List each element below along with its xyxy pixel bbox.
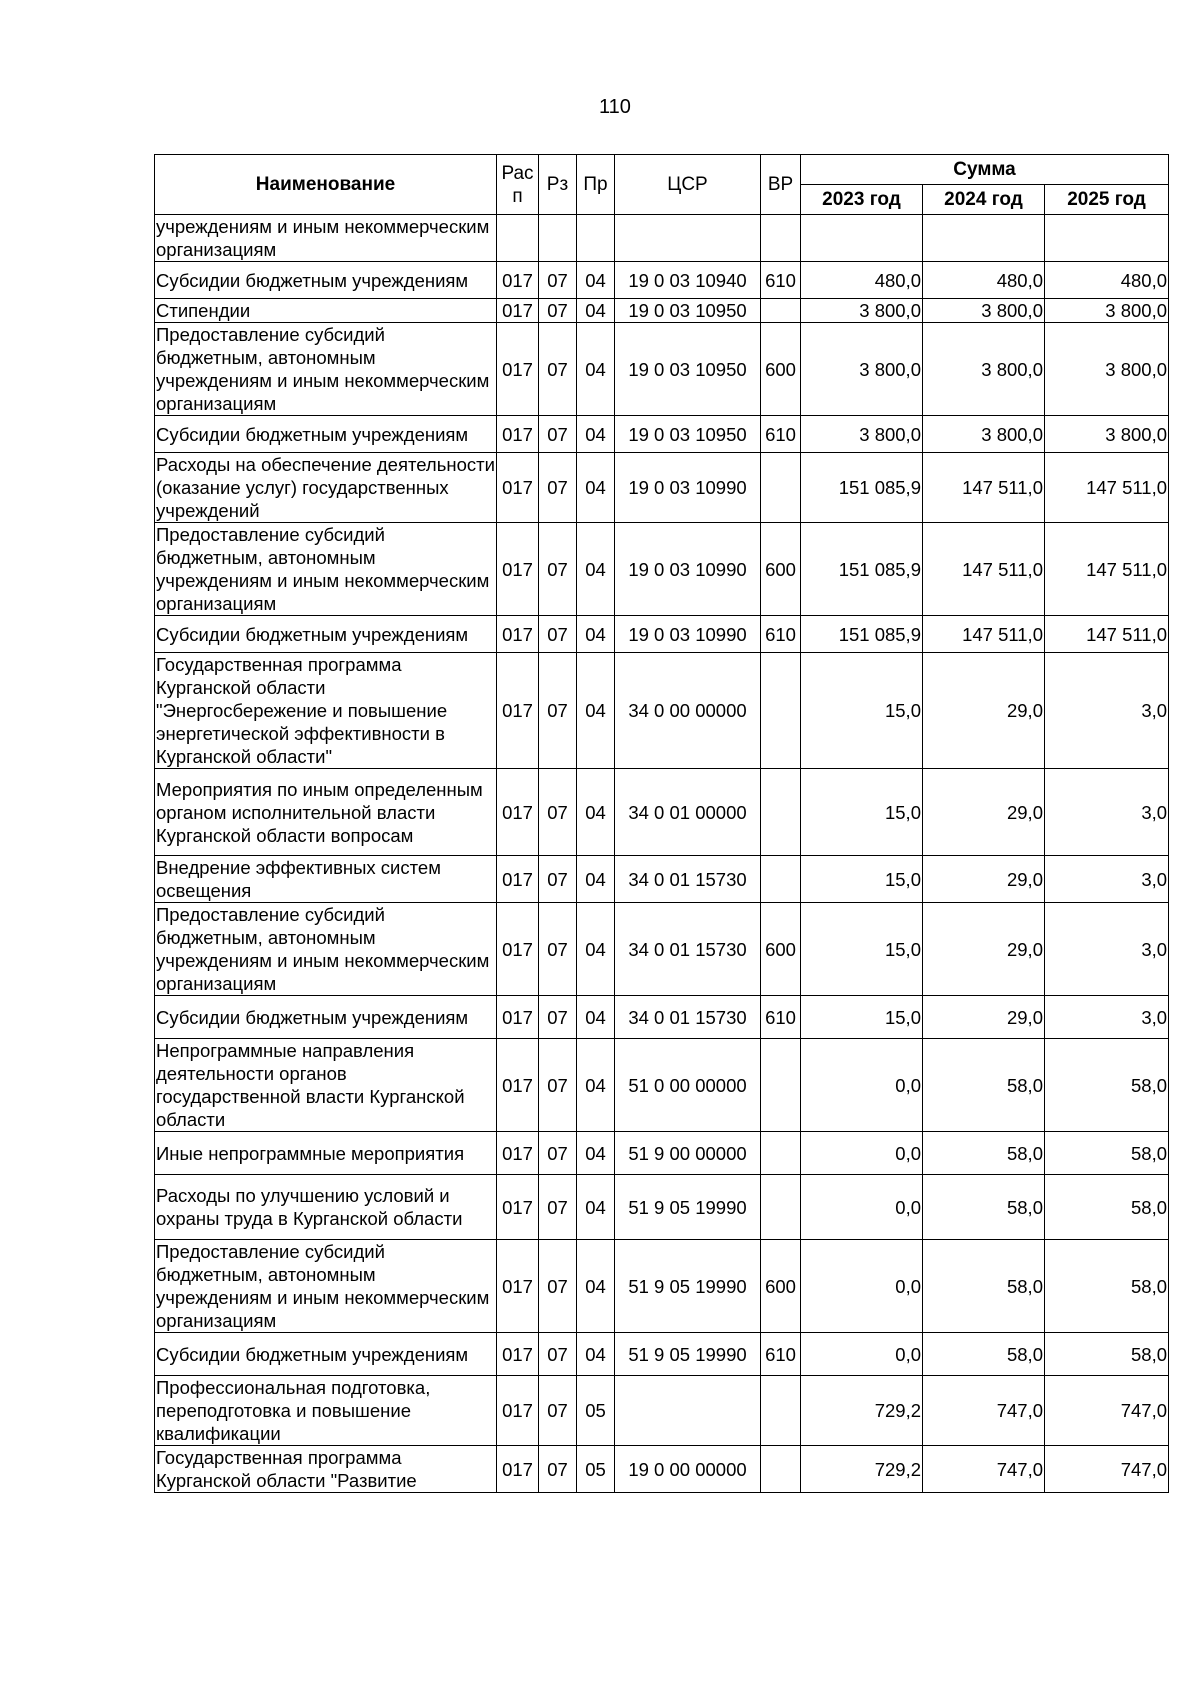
cell-vr: [761, 453, 801, 523]
cell-rasp: 017: [497, 299, 539, 323]
table-row: [155, 1175, 1169, 1240]
table-body: [155, 215, 1169, 1493]
cell-name: Расходы на обеспечение деятельности (оказание услуг) государственных учреждений: [156, 454, 495, 521]
cell-y2025: 480,0: [1045, 262, 1169, 299]
cell-rasp: [497, 215, 539, 262]
cell-y2025: 58,0: [1045, 1132, 1169, 1175]
cell-y2024: 747,0: [923, 1446, 1045, 1493]
cell-y2025: 147 511,0: [1045, 523, 1169, 616]
budget-table: [154, 154, 1169, 1493]
cell-vr: 610: [761, 1333, 801, 1376]
cell-pr: 04: [577, 523, 615, 616]
cell-rz: 07: [539, 416, 577, 453]
cell-rz: 07: [539, 903, 577, 996]
cell-pr: 04: [577, 1132, 615, 1175]
cell-name: Субсидии бюджетным учреждениям: [155, 416, 497, 453]
cell-y2023: [801, 215, 923, 262]
cell-pr: 05: [577, 1446, 615, 1493]
table-row: [155, 856, 1169, 903]
cell-name: Мероприятия по иным определенным органом исполнительной власти Курганской области вопросам: [155, 769, 497, 856]
cell-rz: 07: [539, 262, 577, 299]
cell-name: Субсидии бюджетным учреждениям: [155, 996, 497, 1039]
table-row: [155, 1039, 1169, 1132]
cell-rz: 07: [539, 523, 577, 616]
table-row: [155, 1132, 1169, 1175]
cell-y2024: 147 511,0: [923, 453, 1045, 523]
cell-rasp: 017: [497, 616, 539, 653]
cell-pr: 04: [577, 1175, 615, 1240]
cell-vr: [761, 856, 801, 903]
cell-pr: 04: [577, 323, 615, 416]
cell-pr: 04: [577, 299, 615, 323]
cell-y2023: 0,0: [801, 1039, 923, 1132]
cell-name: Субсидии бюджетным учреждениям: [155, 262, 497, 299]
cell-csr: 34 0 01 15730: [615, 996, 761, 1039]
cell-y2023: 151 085,9: [801, 616, 923, 653]
cell-y2023: 0,0: [801, 1175, 923, 1240]
cell-csr: 19 0 03 10950: [615, 416, 761, 453]
table-row: [155, 262, 1169, 299]
cell-name: Стипендии: [155, 299, 497, 323]
page-number: 110: [599, 96, 631, 118]
cell-y2025: 147 511,0: [1045, 616, 1169, 653]
cell-y2023: 151 085,9: [801, 453, 923, 523]
cell-vr: [761, 1175, 801, 1240]
cell-y2024: 58,0: [923, 1132, 1045, 1175]
cell-y2023: 0,0: [801, 1333, 923, 1376]
cell-vr: [761, 1446, 801, 1493]
cell-y2025: 3,0: [1045, 769, 1169, 856]
cell-csr: 51 9 00 00000: [615, 1132, 761, 1175]
cell-csr: 19 0 03 10940: [615, 262, 761, 299]
cell-y2024: 58,0: [923, 1333, 1045, 1376]
header-rz: Рз: [539, 155, 577, 215]
cell-csr: 19 0 03 10990: [615, 616, 761, 653]
cell-rz: 07: [539, 299, 577, 323]
cell-name: Субсидии бюджетным учреждениям: [155, 616, 497, 653]
table-row: [155, 769, 1169, 856]
cell-y2025: 3,0: [1045, 903, 1169, 996]
cell-rasp: 017: [497, 453, 539, 523]
cell-vr: [761, 653, 801, 769]
cell-csr: [615, 1376, 761, 1446]
cell-pr: 04: [577, 1039, 615, 1132]
cell-y2025: 147 511,0: [1045, 453, 1169, 523]
cell-pr: [577, 215, 615, 262]
cell-rz: 07: [539, 1240, 577, 1333]
cell-rz: 07: [539, 653, 577, 769]
cell-pr: 04: [577, 1333, 615, 1376]
header-sum: Сумма: [801, 155, 1169, 185]
cell-csr: 19 0 03 10990: [615, 453, 761, 523]
table-header: [155, 155, 1169, 215]
cell-y2023: 15,0: [801, 769, 923, 856]
cell-rz: 07: [539, 1376, 577, 1446]
header-pr: Пр: [577, 155, 615, 215]
cell-vr: [761, 1039, 801, 1132]
cell-csr: 19 0 03 10950: [615, 323, 761, 416]
cell-rasp: 017: [497, 323, 539, 416]
cell-name: Предоставление субсидий бюджетным, автономным учреждениям и иным некоммерческим организациям: [155, 523, 497, 616]
cell-rz: 07: [539, 616, 577, 653]
cell-rasp: 017: [497, 1175, 539, 1240]
table-row: [155, 1446, 1169, 1493]
cell-rasp: 017: [497, 1039, 539, 1132]
cell-y2023: 15,0: [801, 903, 923, 996]
cell-y2024: 29,0: [923, 903, 1045, 996]
cell-rasp: 017: [497, 1446, 539, 1493]
cell-rz: 07: [539, 769, 577, 856]
cell-csr: 19 0 03 10950: [615, 299, 761, 323]
cell-vr: 610: [761, 616, 801, 653]
cell-name: Внедрение эффективных систем освещения: [155, 856, 497, 903]
cell-vr: [761, 1376, 801, 1446]
cell-y2024: 29,0: [923, 996, 1045, 1039]
cell-y2023: 3 800,0: [801, 323, 923, 416]
cell-y2024: 29,0: [923, 856, 1045, 903]
cell-vr: 600: [761, 523, 801, 616]
cell-y2023: 0,0: [801, 1132, 923, 1175]
header-rasp: Рас п: [497, 155, 539, 215]
cell-y2024: 3 800,0: [923, 416, 1045, 453]
cell-y2023: 151 085,9: [801, 523, 923, 616]
cell-name: Предоставление субсидий бюджетным, автономным учреждениям и иным некоммерческим организациям: [155, 903, 497, 996]
cell-y2024: 747,0: [923, 1376, 1045, 1446]
cell-vr: [761, 299, 801, 323]
cell-csr: 34 0 00 00000: [615, 653, 761, 769]
cell-vr: 610: [761, 996, 801, 1039]
cell-rz: 07: [539, 1446, 577, 1493]
cell-rasp: 017: [497, 1333, 539, 1376]
table-row: [155, 453, 1169, 523]
cell-y2025: 747,0: [1045, 1446, 1169, 1493]
cell-rasp: 017: [497, 996, 539, 1039]
cell-rz: 07: [539, 453, 577, 523]
cell-y2024: 58,0: [923, 1175, 1045, 1240]
cell-y2024: 29,0: [923, 653, 1045, 769]
cell-y2025: 3,0: [1045, 996, 1169, 1039]
cell-y2023: 3 800,0: [801, 299, 923, 323]
cell-y2023: 15,0: [801, 856, 923, 903]
cell-vr: 600: [761, 903, 801, 996]
header-2024: 2024 год: [923, 185, 1045, 215]
cell-vr: 600: [761, 323, 801, 416]
table-row: [155, 323, 1169, 416]
cell-csr: 34 0 01 15730: [615, 856, 761, 903]
cell-vr: [761, 215, 801, 262]
cell-rasp: 017: [497, 1240, 539, 1333]
cell-y2024: 147 511,0: [923, 523, 1045, 616]
table-row: [155, 1333, 1169, 1376]
cell-pr: 05: [577, 1376, 615, 1446]
cell-y2023: 729,2: [801, 1446, 923, 1493]
table-row: [155, 1376, 1169, 1446]
cell-csr: 34 0 01 00000: [615, 769, 761, 856]
cell-name: Государственная программа Курганской области "Развитие: [155, 1446, 497, 1493]
cell-rasp: 017: [497, 1376, 539, 1446]
cell-y2023: 15,0: [801, 653, 923, 769]
table-row: [155, 903, 1169, 996]
cell-pr: 04: [577, 856, 615, 903]
cell-vr: 610: [761, 262, 801, 299]
cell-y2024: [923, 215, 1045, 262]
cell-rasp: 017: [497, 903, 539, 996]
header-2023: 2023 год: [801, 185, 923, 215]
cell-name: Предоставление субсидий бюджетным, автономным учреждениям и иным некоммерческим организациям: [155, 323, 497, 416]
cell-name: Непрограммные направления деятельности органов государственной власти Курганской области: [155, 1039, 497, 1132]
cell-rasp: 017: [497, 856, 539, 903]
cell-name: Предоставление субсидий бюджетным, автономным учреждениям и иным некоммерческим организациям: [155, 1240, 497, 1333]
header-csr: ЦСР: [615, 155, 761, 215]
cell-rasp: 017: [497, 769, 539, 856]
cell-rasp: 017: [497, 1132, 539, 1175]
cell-y2025: 58,0: [1045, 1175, 1169, 1240]
cell-pr: 04: [577, 453, 615, 523]
header-name: Наименование: [155, 155, 497, 215]
cell-csr: 51 9 05 19990: [615, 1240, 761, 1333]
cell-name: Иные непрограммные мероприятия: [155, 1132, 497, 1175]
cell-y2025: [1045, 215, 1169, 262]
cell-csr: 19 0 03 10990: [615, 523, 761, 616]
cell-csr: 19 0 00 00000: [615, 1446, 761, 1493]
cell-pr: 04: [577, 262, 615, 299]
cell-csr: 51 9 05 19990: [615, 1175, 761, 1240]
cell-vr: 610: [761, 416, 801, 453]
cell-pr: 04: [577, 769, 615, 856]
cell-pr: 04: [577, 1240, 615, 1333]
cell-rz: 07: [539, 1333, 577, 1376]
cell-y2023: 729,2: [801, 1376, 923, 1446]
table-row: [155, 616, 1169, 653]
cell-y2025: 3 800,0: [1045, 323, 1169, 416]
cell-y2023: 480,0: [801, 262, 923, 299]
table-row: [155, 1240, 1169, 1333]
cell-y2025: 747,0: [1045, 1376, 1169, 1446]
cell-csr: 34 0 01 15730: [615, 903, 761, 996]
table-row: [155, 299, 1169, 323]
cell-y2025: 58,0: [1045, 1333, 1169, 1376]
header-vr: ВР: [761, 155, 801, 215]
cell-rasp: 017: [497, 523, 539, 616]
cell-csr: 51 9 05 19990: [615, 1333, 761, 1376]
cell-y2023: 15,0: [801, 996, 923, 1039]
cell-rasp: 017: [497, 653, 539, 769]
cell-y2024: 480,0: [923, 262, 1045, 299]
cell-y2025: 58,0: [1045, 1039, 1169, 1132]
cell-name: Государственная программа Курганской области "Энергосбережение и повышение энергетической эффективности в Курганской области": [155, 653, 497, 769]
cell-rz: 07: [539, 1039, 577, 1132]
cell-rz: [539, 215, 577, 262]
cell-rasp: 017: [497, 262, 539, 299]
cell-y2025: 3 800,0: [1045, 299, 1169, 323]
cell-y2025: 3,0: [1045, 653, 1169, 769]
cell-y2025: 3,0: [1045, 856, 1169, 903]
cell-y2024: 147 511,0: [923, 616, 1045, 653]
header-2025: 2025 год: [1045, 185, 1169, 215]
cell-y2024: 58,0: [923, 1240, 1045, 1333]
cell-y2024: 58,0: [923, 1039, 1045, 1132]
cell-rasp: 017: [497, 416, 539, 453]
cell-vr: [761, 769, 801, 856]
cell-name: Расходы по улучшению условий и охраны труда в Курганской области: [155, 1175, 497, 1240]
cell-rz: 07: [539, 856, 577, 903]
table-row: [155, 215, 1169, 262]
cell-rz: 07: [539, 1132, 577, 1175]
cell-pr: 04: [577, 903, 615, 996]
cell-pr: 04: [577, 416, 615, 453]
cell-vr: 600: [761, 1240, 801, 1333]
cell-rz: 07: [539, 1175, 577, 1240]
cell-pr: 04: [577, 653, 615, 769]
table-row: [155, 996, 1169, 1039]
table-row: [155, 653, 1169, 769]
cell-y2024: 3 800,0: [923, 299, 1045, 323]
cell-y2025: 3 800,0: [1045, 416, 1169, 453]
table-row: [155, 416, 1169, 453]
table-row: [155, 523, 1169, 616]
cell-name: Профессиональная подготовка, переподготовка и повышение квалификации: [155, 1376, 497, 1446]
cell-pr: 04: [577, 616, 615, 653]
cell-y2024: 3 800,0: [923, 323, 1045, 416]
cell-y2025: 58,0: [1045, 1240, 1169, 1333]
cell-csr: [615, 215, 761, 262]
cell-y2023: 3 800,0: [801, 416, 923, 453]
cell-y2023: 0,0: [801, 1240, 923, 1333]
cell-pr: 04: [577, 996, 615, 1039]
cell-name: Субсидии бюджетным учреждениям: [155, 1333, 497, 1376]
cell-csr: 51 0 00 00000: [615, 1039, 761, 1132]
cell-rz: 07: [539, 996, 577, 1039]
cell-vr: [761, 1132, 801, 1175]
cell-y2024: 29,0: [923, 769, 1045, 856]
cell-name: учреждениям и иным некоммерческим организациям: [155, 215, 497, 262]
cell-rz: 07: [539, 323, 577, 416]
